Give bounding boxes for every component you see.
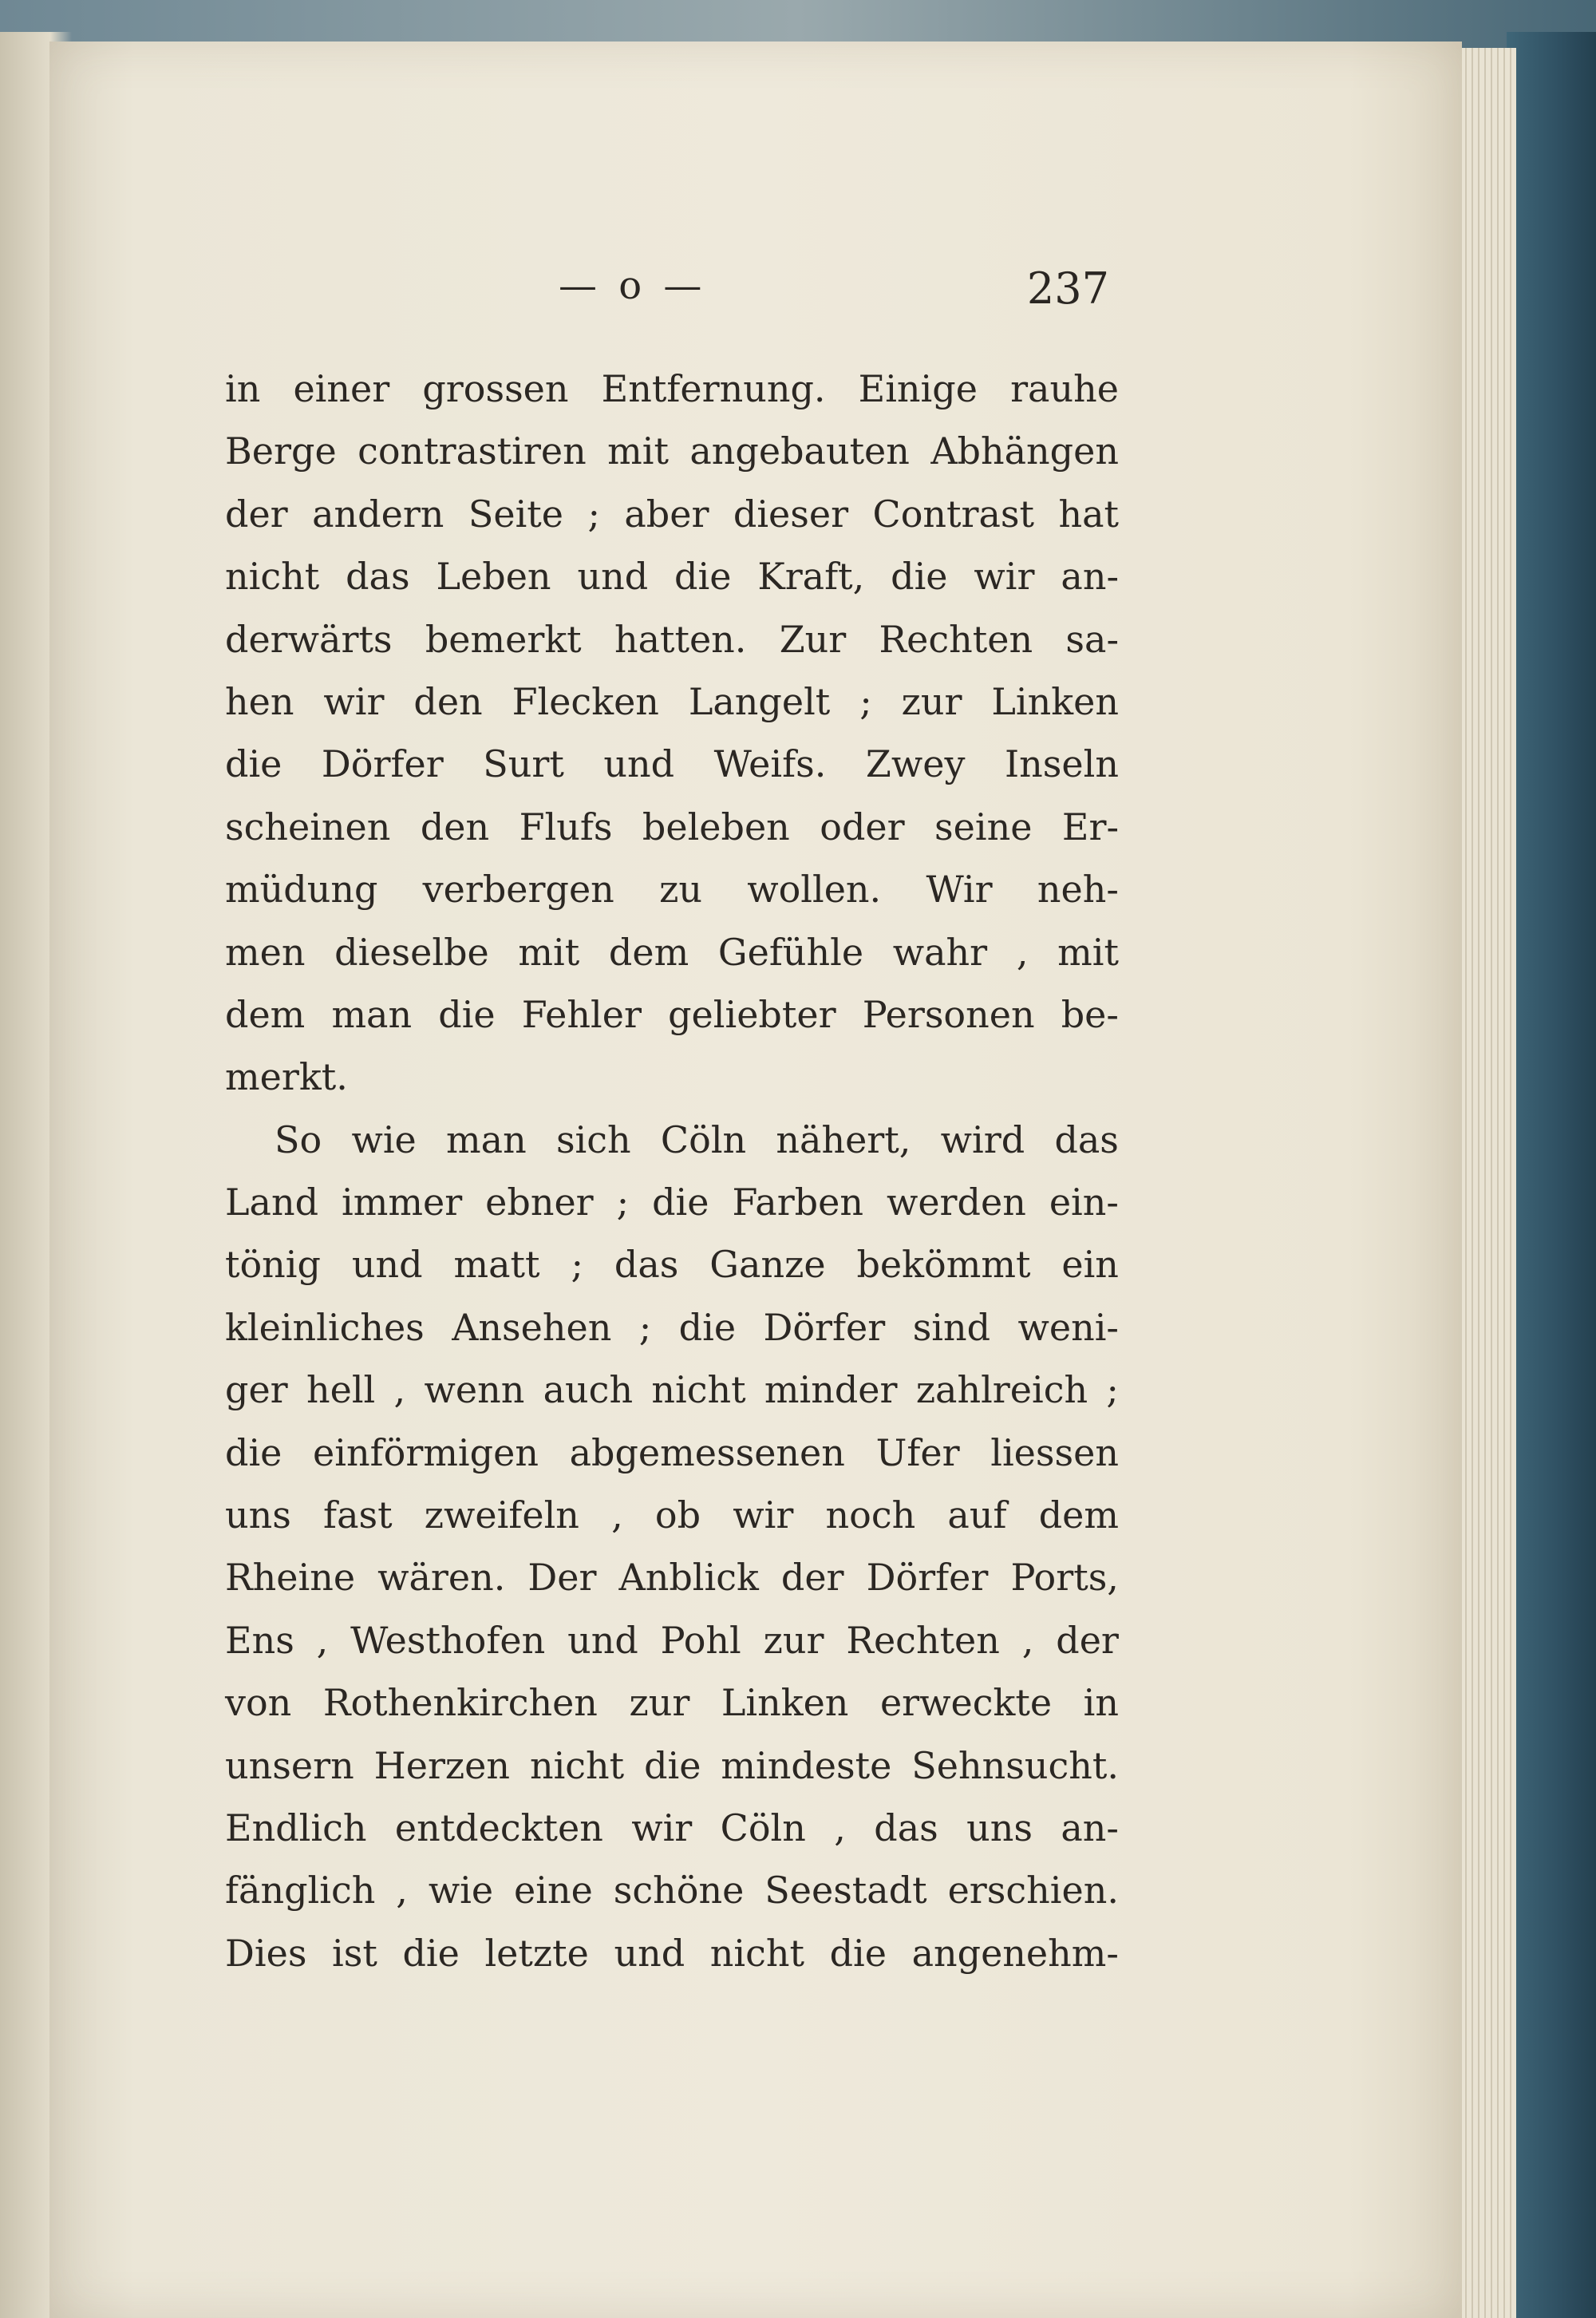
- word: Rechten: [879, 617, 1033, 661]
- word: ;: [859, 679, 872, 723]
- word: ;: [1106, 1368, 1119, 1412]
- word: andern: [312, 492, 444, 536]
- word: abgemessenen: [569, 1430, 845, 1474]
- word: minder: [764, 1368, 898, 1412]
- word: an-: [1061, 1806, 1119, 1849]
- text-line: [225, 608, 1119, 670]
- word: grossen: [422, 367, 569, 410]
- word: der: [225, 492, 288, 536]
- word: Farben: [732, 1181, 863, 1224]
- word: der: [780, 1556, 844, 1600]
- word: die: [652, 1181, 709, 1224]
- word: Ufer: [875, 1430, 960, 1474]
- word: Gefühle: [717, 930, 864, 974]
- word: Flufs: [519, 805, 613, 848]
- running-head: [215, 263, 1125, 327]
- word: die: [829, 1931, 887, 1975]
- word: Ports,: [1010, 1556, 1119, 1600]
- word: beleben: [642, 805, 790, 848]
- word: Inseln: [1004, 742, 1119, 786]
- word: Wir: [926, 868, 993, 912]
- word: Kraft,: [757, 555, 865, 599]
- book-cover-edge: [1507, 32, 1596, 2318]
- word: bemerkt: [425, 617, 582, 661]
- text-line: [225, 420, 1119, 482]
- word: und: [351, 1243, 423, 1287]
- word: wird: [940, 1117, 1025, 1161]
- word: uns: [966, 1806, 1033, 1849]
- word: Anblick: [618, 1556, 759, 1600]
- word: den: [420, 805, 490, 848]
- word: zur: [901, 679, 962, 723]
- word: letzte: [484, 1931, 589, 1975]
- word: das: [1054, 1117, 1119, 1161]
- word: schöne: [613, 1869, 745, 1913]
- word: Ansehen: [452, 1305, 612, 1349]
- word: neh-: [1037, 868, 1119, 912]
- word: ,: [1021, 1618, 1034, 1662]
- word: ist: [332, 1931, 377, 1975]
- word: kleinliches: [225, 1305, 425, 1349]
- word: die: [644, 1743, 701, 1787]
- word: Pohl: [660, 1618, 741, 1662]
- word: men: [225, 930, 306, 974]
- word: nähert,: [776, 1117, 911, 1161]
- word: mit: [1057, 930, 1119, 974]
- word: ,: [316, 1618, 329, 1662]
- word: ,: [1016, 930, 1029, 974]
- page-number: 237: [1026, 263, 1109, 314]
- word: ;: [616, 1181, 630, 1224]
- word: die: [438, 992, 496, 1036]
- word: Ganze: [709, 1243, 826, 1287]
- text-line: [225, 1671, 1119, 1734]
- word: das: [614, 1243, 679, 1287]
- word: wollen.: [747, 868, 882, 912]
- word: Personen: [862, 992, 1035, 1036]
- word: Cöln: [720, 1806, 806, 1849]
- word: die: [678, 1305, 737, 1349]
- word: wir: [733, 1493, 794, 1537]
- word: in: [225, 367, 261, 410]
- word: Weifs.: [713, 742, 827, 786]
- word: Langelt: [688, 679, 831, 723]
- word: ,: [611, 1493, 623, 1537]
- word: man: [331, 992, 413, 1036]
- word: die: [891, 555, 948, 599]
- word: die: [225, 1430, 282, 1474]
- word: erweckte: [879, 1681, 1053, 1725]
- word: Endlich: [225, 1806, 367, 1849]
- word: in: [1083, 1681, 1119, 1725]
- text-line: [225, 1422, 1119, 1484]
- word: immer: [342, 1181, 463, 1224]
- text-line: [225, 983, 1119, 1046]
- word: Berge: [225, 429, 337, 473]
- word: ebner: [485, 1181, 594, 1224]
- word: Ens: [225, 1618, 294, 1662]
- word: ,: [834, 1806, 846, 1849]
- text-line: [225, 1296, 1119, 1359]
- word: Rheine: [225, 1556, 356, 1600]
- word: Zwey: [865, 742, 966, 786]
- word: uns: [225, 1493, 291, 1537]
- word: auch: [543, 1368, 634, 1412]
- word: Zur: [779, 617, 847, 661]
- word: dem: [1038, 1493, 1119, 1537]
- word: nicht: [651, 1368, 746, 1412]
- word: ger: [225, 1368, 288, 1412]
- word: wären.: [377, 1556, 506, 1600]
- text-line: [225, 1233, 1119, 1295]
- word: noch: [825, 1493, 916, 1537]
- word: be-: [1061, 992, 1119, 1036]
- word: Fehler: [521, 992, 642, 1036]
- word: auf: [947, 1493, 1007, 1537]
- word: eine: [514, 1869, 593, 1913]
- word: So: [275, 1117, 322, 1161]
- word: die: [402, 1931, 460, 1975]
- word: an-: [1061, 555, 1119, 599]
- word: zur: [629, 1681, 690, 1725]
- word: Herzen: [373, 1743, 511, 1787]
- text-line: [225, 1546, 1119, 1608]
- text-line: [225, 1171, 1119, 1233]
- word: fast: [323, 1493, 393, 1537]
- word: ein: [1061, 1243, 1119, 1287]
- word: man: [446, 1117, 527, 1161]
- word: werden: [886, 1181, 1026, 1224]
- word: derwärts: [225, 617, 393, 661]
- word: Dörfer: [321, 742, 444, 786]
- text-line: [225, 1735, 1119, 1797]
- word: Er-: [1061, 805, 1119, 848]
- word: Abhängen: [930, 429, 1119, 473]
- header-ornament: — o —: [559, 263, 707, 308]
- text-line: [225, 1609, 1119, 1671]
- text-line: [225, 733, 1119, 795]
- word: nicht: [529, 1743, 625, 1787]
- word: Seite: [468, 492, 564, 536]
- word: liessen: [990, 1430, 1119, 1474]
- word: von: [225, 1681, 292, 1725]
- word: mit: [518, 930, 580, 974]
- word: seine: [934, 805, 1033, 848]
- word: rauhe: [1010, 367, 1119, 410]
- word: Linken: [721, 1681, 849, 1725]
- word: Entfernung.: [601, 367, 826, 410]
- word: ob: [654, 1493, 701, 1537]
- word: nicht: [225, 555, 320, 599]
- word: erschien.: [947, 1869, 1119, 1913]
- text-line: [225, 545, 1119, 607]
- word: den: [413, 679, 483, 723]
- text-line: [225, 1859, 1119, 1921]
- word: dieselbe: [334, 930, 489, 974]
- word: oder: [820, 805, 905, 848]
- word: und: [577, 555, 649, 599]
- word: mit: [607, 429, 669, 473]
- word: einförmigen: [313, 1430, 539, 1474]
- word: verbergen: [422, 868, 614, 912]
- word: zweifeln: [424, 1493, 579, 1537]
- word: entdeckten: [394, 1806, 603, 1849]
- word: müdung: [225, 868, 378, 912]
- word: scheinen: [225, 805, 391, 848]
- text-line: [225, 358, 1119, 420]
- word: Contrast: [872, 492, 1035, 536]
- word: das: [346, 555, 410, 599]
- word: Land: [225, 1181, 319, 1224]
- word: hen: [225, 679, 294, 723]
- text-line: [225, 796, 1119, 858]
- word: fänglich: [225, 1869, 376, 1913]
- word: ;: [587, 492, 600, 536]
- word: wie: [428, 1869, 494, 1913]
- word: wahr: [892, 930, 988, 974]
- word: die: [225, 742, 282, 786]
- word: weni-: [1017, 1305, 1119, 1349]
- word: Cöln: [660, 1117, 747, 1161]
- word: ,: [393, 1368, 406, 1412]
- word: dem: [225, 992, 306, 1036]
- text-line: [225, 1797, 1119, 1859]
- word: ein-: [1049, 1181, 1119, 1224]
- text-line: [225, 858, 1119, 920]
- word: Westhofen: [350, 1618, 546, 1662]
- text-line-last: merkt.: [225, 1055, 348, 1099]
- text-line-indented: [225, 1109, 1119, 1171]
- word: wir: [323, 679, 385, 723]
- word: die: [674, 555, 732, 599]
- word: hatten.: [614, 617, 747, 661]
- word: und: [614, 1931, 685, 1975]
- word: Surt: [483, 742, 564, 786]
- word: wenn: [424, 1368, 525, 1412]
- word: sa-: [1065, 617, 1119, 661]
- word: angenehm-: [911, 1931, 1119, 1975]
- word: wir: [974, 555, 1035, 599]
- word: hat: [1058, 492, 1119, 536]
- word: zu: [659, 868, 702, 912]
- word: geliebter: [668, 992, 836, 1036]
- word: Flecken: [512, 679, 659, 723]
- word: matt: [453, 1243, 540, 1287]
- word: angebauten: [689, 429, 910, 473]
- word: wie: [351, 1117, 417, 1161]
- text-line: [225, 483, 1119, 545]
- word: ;: [638, 1305, 652, 1349]
- word: und: [567, 1618, 638, 1662]
- word: Dörfer: [866, 1556, 989, 1600]
- text-line: [225, 1922, 1119, 1984]
- text-line: [225, 1484, 1119, 1546]
- word: ,: [396, 1869, 408, 1913]
- word: Seestadt: [764, 1869, 927, 1913]
- word: Der: [527, 1556, 597, 1600]
- word: und: [603, 742, 675, 786]
- word: wir: [631, 1806, 693, 1849]
- word: sind: [912, 1305, 991, 1349]
- word: aber: [624, 492, 709, 536]
- word: ;: [571, 1243, 583, 1287]
- word: contrastiren: [358, 429, 587, 473]
- body-text: [225, 358, 1119, 1984]
- text-line: [225, 921, 1119, 983]
- word: bekömmt: [856, 1243, 1031, 1287]
- word: Dörfer: [763, 1305, 886, 1349]
- word: sich: [555, 1117, 631, 1161]
- word: einer: [293, 367, 390, 410]
- word: Sehnsucht.: [911, 1743, 1119, 1787]
- word: Rechten: [846, 1618, 1000, 1662]
- word: dem: [608, 930, 689, 974]
- word: unsern: [225, 1743, 354, 1787]
- word: das: [874, 1806, 938, 1849]
- word: zur: [763, 1618, 824, 1662]
- word: dieser: [733, 492, 849, 536]
- text-line: [225, 1359, 1119, 1421]
- word: tönig: [225, 1243, 321, 1287]
- word: hell: [306, 1368, 376, 1412]
- word: Leben: [436, 555, 551, 599]
- word: Linken: [991, 679, 1119, 723]
- word: zahlreich: [915, 1368, 1088, 1412]
- text-line: [225, 670, 1119, 733]
- word: Einige: [858, 367, 978, 410]
- word: Rothenkirchen: [322, 1681, 598, 1725]
- word: mindeste: [721, 1743, 892, 1787]
- word: Dies: [225, 1931, 307, 1975]
- word: nicht: [709, 1931, 804, 1975]
- word: der: [1056, 1618, 1119, 1662]
